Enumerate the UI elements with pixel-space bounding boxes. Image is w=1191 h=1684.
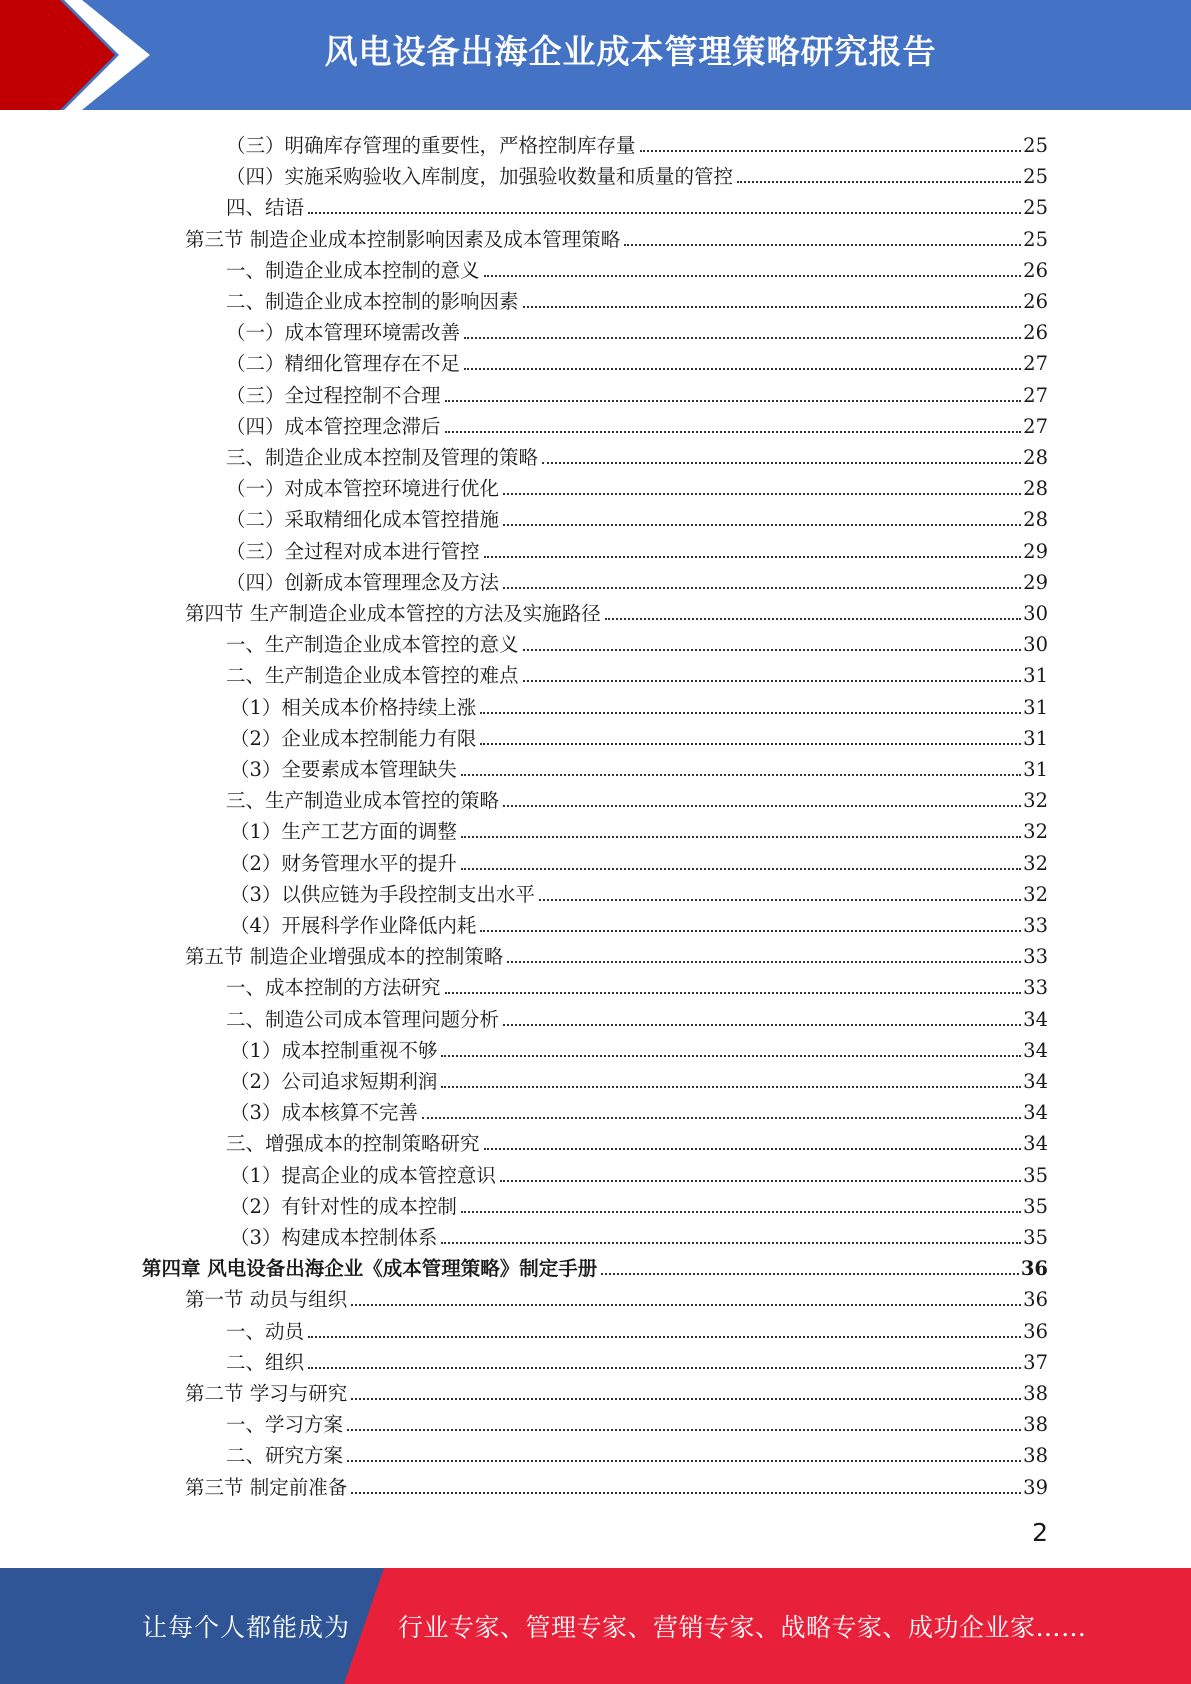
toc-leader-dots bbox=[484, 556, 1022, 558]
toc-entry-page: 35 bbox=[1023, 1226, 1048, 1249]
toc-entry[interactable] bbox=[226, 315, 1048, 345]
document-title: 风电设备出海企业成本管理策略研究报告 bbox=[324, 32, 937, 71]
toc-entry-page: 38 bbox=[1023, 1413, 1048, 1437]
toc-entry-page: 31 bbox=[1023, 664, 1048, 688]
toc-entry-label: （四）实施采购验收入库制度，加强验收数量和质量的管控 bbox=[226, 165, 734, 189]
toc-entry[interactable] bbox=[226, 1002, 1048, 1032]
toc-leader-dots bbox=[507, 961, 1021, 963]
toc-entry[interactable] bbox=[230, 1095, 1048, 1125]
toc-entry-page: 31 bbox=[1023, 695, 1048, 719]
toc-entry-page: 33 bbox=[1023, 945, 1048, 969]
toc-entry-label: 第三节 制造企业成本控制影响因素及成本管理策略 bbox=[185, 227, 621, 251]
toc-entry-page: 36 bbox=[1023, 1319, 1048, 1343]
toc-entry-page: 28 bbox=[1023, 508, 1048, 532]
toc-entry-page: 27 bbox=[1023, 414, 1048, 438]
toc-entry-label: （2）有针对性的成本控制 bbox=[230, 1194, 457, 1218]
toc-entry-label: （2）财务管理水平的提升 bbox=[230, 851, 457, 875]
toc-entry[interactable] bbox=[230, 752, 1048, 782]
toc-entry[interactable] bbox=[226, 1126, 1048, 1156]
toc-entry[interactable] bbox=[226, 284, 1048, 314]
toc-entry-label: 二、研究方案 bbox=[226, 1444, 344, 1468]
toc-entry-label: （三）全过程控制不合理 bbox=[226, 383, 441, 407]
toc-entry-label: （1）生产工艺方面的调整 bbox=[230, 820, 457, 844]
toc-entry-label: 四、结语 bbox=[226, 196, 305, 220]
toc-entry-page: 39 bbox=[1023, 1475, 1048, 1499]
toc-entry-page: 34 bbox=[1023, 1038, 1048, 1062]
toc-entry-page: 26 bbox=[1023, 290, 1048, 313]
toc-entry-label: （一）对成本管控环境进行优化 bbox=[226, 477, 500, 501]
toc-leader-dots bbox=[503, 524, 1021, 526]
toc-entry-label: 第一节 动员与组织 bbox=[185, 1288, 348, 1312]
toc-entry-label: 三、生产制造业成本管控的策略 bbox=[226, 789, 500, 813]
toc-entry-label: （四）成本管控理念滞后 bbox=[226, 414, 441, 438]
toc-entry-label: （四）创新成本管理理念及方法 bbox=[226, 570, 500, 594]
toc-entry[interactable] bbox=[185, 939, 1048, 969]
toc-entry[interactable] bbox=[226, 1438, 1048, 1468]
toc-entry-page: 33 bbox=[1023, 914, 1048, 937]
toc-leader-dots bbox=[422, 1117, 1021, 1119]
toc-leader-dots bbox=[441, 1242, 1021, 1244]
toc-entry[interactable] bbox=[230, 1189, 1048, 1219]
toc-leader-dots bbox=[347, 1429, 1021, 1431]
toc-entry-label: （3）成本核算不完善 bbox=[230, 1101, 418, 1125]
toc-entry[interactable] bbox=[226, 378, 1048, 408]
toc-entry-page: 30 bbox=[1023, 633, 1048, 657]
toc-entry-page: 36 bbox=[1023, 1288, 1048, 1312]
toc-leader-dots bbox=[461, 1211, 1021, 1213]
toc-entry-page: 31 bbox=[1023, 726, 1048, 750]
toc-leader-dots bbox=[503, 1024, 1021, 1026]
toc-entry[interactable] bbox=[230, 846, 1048, 876]
toc-entry-page: 35 bbox=[1023, 1194, 1048, 1218]
toc-entry-label: （3）以供应链为手段控制支出水平 bbox=[230, 882, 535, 906]
toc-entry-label: 三、增强成本的控制策略研究 bbox=[226, 1132, 480, 1156]
toc-entry[interactable] bbox=[230, 814, 1048, 844]
toc-leader-dots bbox=[605, 618, 1021, 620]
toc-entry[interactable] bbox=[230, 690, 1048, 720]
toc-entry-label: （1）相关成本价格持续上涨 bbox=[230, 695, 477, 719]
toc-entry[interactable] bbox=[226, 253, 1048, 283]
toc-entry-label: （3）全要素成本管理缺失 bbox=[230, 758, 457, 781]
toc-entry-label: （1）提高企业的成本管控意识 bbox=[230, 1163, 496, 1187]
toc-entry[interactable] bbox=[185, 1282, 1048, 1312]
toc-entry[interactable] bbox=[230, 1158, 1048, 1188]
page-number: 2 bbox=[1032, 1518, 1048, 1547]
toc-entry[interactable] bbox=[142, 1251, 1048, 1281]
toc-entry[interactable] bbox=[230, 721, 1048, 751]
toc-leader-dots bbox=[351, 1492, 1021, 1494]
footer-slogan-right: 行业专家、管理专家、营销专家、战略专家、成功企业家…… bbox=[398, 1613, 1087, 1642]
footer-slogan-left: 让每个人都能成为 bbox=[142, 1613, 351, 1642]
toc-entry-label: （3）构建成本控制体系 bbox=[230, 1226, 438, 1249]
toc-leader-dots bbox=[308, 1367, 1021, 1369]
toc-entry[interactable] bbox=[226, 190, 1048, 220]
toc-leader-dots bbox=[464, 368, 1021, 370]
toc-entry[interactable] bbox=[226, 970, 1048, 1000]
toc-leader-dots bbox=[503, 805, 1021, 807]
toc-leader-dots bbox=[539, 899, 1021, 901]
toc-entry-label: 一、生产制造企业成本管控的意义 bbox=[226, 633, 519, 657]
toc-leader-dots bbox=[351, 1304, 1021, 1306]
toc-entry[interactable] bbox=[230, 1064, 1048, 1094]
header-arrow-icon bbox=[0, 0, 160, 110]
toc-entry-page: 32 bbox=[1023, 820, 1048, 844]
toc-leader-dots bbox=[500, 1180, 1021, 1182]
toc-leader-dots bbox=[461, 868, 1021, 870]
toc-entry-label: 二、制造公司成本管理问题分析 bbox=[226, 1007, 500, 1031]
toc-entry-label: （二）采取精细化成本管控措施 bbox=[226, 508, 500, 532]
toc-entry[interactable] bbox=[230, 877, 1048, 907]
toc-entry-page: 26 bbox=[1023, 321, 1048, 345]
toc-entry-page: 27 bbox=[1023, 383, 1048, 407]
toc-entry-page: 30 bbox=[1023, 602, 1048, 625]
toc-leader-dots bbox=[484, 275, 1022, 277]
toc-leader-dots bbox=[308, 1336, 1021, 1338]
toc-leader-dots bbox=[480, 930, 1021, 932]
toc-entry-page: 32 bbox=[1023, 882, 1048, 906]
toc-entry-page: 29 bbox=[1023, 570, 1048, 594]
toc-leader-dots bbox=[523, 680, 1022, 682]
toc-leader-dots bbox=[308, 212, 1021, 214]
toc-entry[interactable] bbox=[226, 346, 1048, 376]
toc-entry-page: 25 bbox=[1023, 134, 1048, 157]
toc-leader-dots bbox=[503, 587, 1021, 589]
toc-entry[interactable] bbox=[226, 658, 1048, 688]
toc-entry[interactable] bbox=[226, 159, 1048, 189]
toc-leader-dots bbox=[640, 150, 1022, 152]
toc-entry-label: 第三节 制定前准备 bbox=[185, 1475, 348, 1499]
toc-entry-page: 31 bbox=[1023, 758, 1048, 781]
toc-leader-dots bbox=[523, 306, 1022, 308]
toc-entry-page: 38 bbox=[1023, 1444, 1048, 1468]
toc-leader-dots bbox=[441, 1055, 1021, 1057]
toc-leader-dots bbox=[484, 1148, 1022, 1150]
toc-entry-label: 第四节 生产制造企业成本管控的方法及实施路径 bbox=[185, 602, 601, 625]
toc-entry[interactable] bbox=[226, 502, 1048, 532]
toc-leader-dots bbox=[347, 1460, 1021, 1462]
toc-entry-label: 三、制造企业成本控制及管理的策略 bbox=[226, 446, 539, 469]
toc-entry-page: 34 bbox=[1023, 1070, 1048, 1093]
toc-leader-dots bbox=[461, 836, 1021, 838]
toc-entry-page: 34 bbox=[1023, 1101, 1048, 1125]
toc-entry-page: 25 bbox=[1023, 196, 1048, 220]
toc-entry-page: 27 bbox=[1023, 352, 1048, 376]
toc-entry[interactable] bbox=[226, 1314, 1048, 1344]
toc-entry[interactable] bbox=[185, 1376, 1048, 1406]
toc-entry-page: 38 bbox=[1023, 1382, 1048, 1405]
toc-leader-dots bbox=[445, 400, 1022, 402]
toc-entry-page: 26 bbox=[1023, 258, 1048, 282]
toc-entry-page: 29 bbox=[1023, 539, 1048, 563]
toc-entry[interactable] bbox=[185, 222, 1048, 252]
toc-entry[interactable] bbox=[226, 440, 1048, 470]
toc-entry-label: （二）精细化管理存在不足 bbox=[226, 352, 461, 376]
toc-entry-label: 第四章 风电设备出海企业《成本管理策略》制定手册 bbox=[142, 1257, 598, 1281]
toc-leader-dots bbox=[445, 992, 1022, 994]
toc-entry-page: 28 bbox=[1023, 477, 1048, 501]
toc-entry[interactable] bbox=[226, 534, 1048, 564]
toc-leader-dots bbox=[523, 649, 1022, 651]
toc-entry-page: 33 bbox=[1023, 976, 1048, 1000]
toc-leader-dots bbox=[480, 743, 1021, 745]
toc-leader-dots bbox=[464, 337, 1021, 339]
toc-entry-page: 32 bbox=[1023, 789, 1048, 813]
page-footer bbox=[0, 1568, 1191, 1684]
toc-leader-dots bbox=[737, 181, 1021, 183]
toc-leader-dots bbox=[480, 712, 1021, 714]
toc-entry-label: （三）明确库存管理的重要性，严格控制库存量 bbox=[226, 134, 636, 157]
toc-entry[interactable] bbox=[226, 1345, 1048, 1375]
toc-entry[interactable] bbox=[230, 908, 1048, 938]
toc-entry-label: 二、生产制造企业成本管控的难点 bbox=[226, 664, 519, 688]
toc-entry[interactable] bbox=[226, 128, 1048, 158]
toc-entry-label: （一）成本管理环境需改善 bbox=[226, 321, 461, 345]
toc-entry-label: 一、动员 bbox=[226, 1319, 305, 1343]
toc-entry-page: 32 bbox=[1023, 851, 1048, 875]
toc-entry-page: 37 bbox=[1023, 1350, 1048, 1374]
toc-entry-label: （三）全过程对成本进行管控 bbox=[226, 539, 480, 563]
toc-entry-label: 一、学习方案 bbox=[226, 1413, 344, 1437]
toc-leader-dots bbox=[601, 1273, 1019, 1275]
toc-entry[interactable] bbox=[226, 783, 1048, 813]
toc-leader-dots bbox=[441, 1086, 1021, 1088]
toc-entry-label: （2）企业成本控制能力有限 bbox=[230, 726, 477, 750]
toc-entry-label: 二、制造企业成本控制的影响因素 bbox=[226, 290, 519, 313]
toc-entry-label: （2）公司追求短期利润 bbox=[230, 1070, 438, 1093]
toc-leader-dots bbox=[624, 244, 1021, 246]
toc-entry-page: 25 bbox=[1023, 227, 1048, 251]
toc-leader-dots bbox=[461, 774, 1021, 776]
toc-leader-dots bbox=[542, 462, 1021, 464]
toc-entry-label: 一、制造企业成本控制的意义 bbox=[226, 258, 480, 282]
toc-entry[interactable] bbox=[230, 1220, 1048, 1250]
toc-entry-label: 第五节 制造企业增强成本的控制策略 bbox=[185, 945, 504, 969]
toc-entry-page: 28 bbox=[1023, 446, 1048, 469]
toc-entry-page: 25 bbox=[1023, 165, 1048, 189]
toc-entry[interactable] bbox=[226, 409, 1048, 439]
toc-entry[interactable] bbox=[226, 471, 1048, 501]
toc-entry-label: 第二节 学习与研究 bbox=[185, 1382, 348, 1405]
toc-entry[interactable] bbox=[226, 1407, 1048, 1437]
toc-entry[interactable] bbox=[226, 565, 1048, 595]
toc-entry[interactable] bbox=[230, 1033, 1048, 1063]
toc-leader-dots bbox=[445, 431, 1022, 433]
toc-entry[interactable] bbox=[226, 627, 1048, 657]
toc-entry-page: 34 bbox=[1023, 1007, 1048, 1031]
toc-entry-label: （4）开展科学作业降低内耗 bbox=[230, 914, 477, 937]
toc-entry[interactable] bbox=[185, 596, 1048, 626]
page-header bbox=[0, 0, 1191, 110]
toc-leader-dots bbox=[351, 1398, 1021, 1400]
toc-entry-page: 35 bbox=[1023, 1163, 1048, 1187]
toc-entry-page: 36 bbox=[1020, 1257, 1048, 1281]
toc-entry-label: （1）成本控制重视不够 bbox=[230, 1038, 438, 1062]
toc-entry[interactable] bbox=[185, 1470, 1048, 1500]
toc-entry-page: 34 bbox=[1023, 1132, 1048, 1156]
toc-entry-label: 二、组织 bbox=[226, 1350, 305, 1374]
toc-leader-dots bbox=[503, 493, 1021, 495]
toc-entry-label: 一、成本控制的方法研究 bbox=[226, 976, 441, 1000]
